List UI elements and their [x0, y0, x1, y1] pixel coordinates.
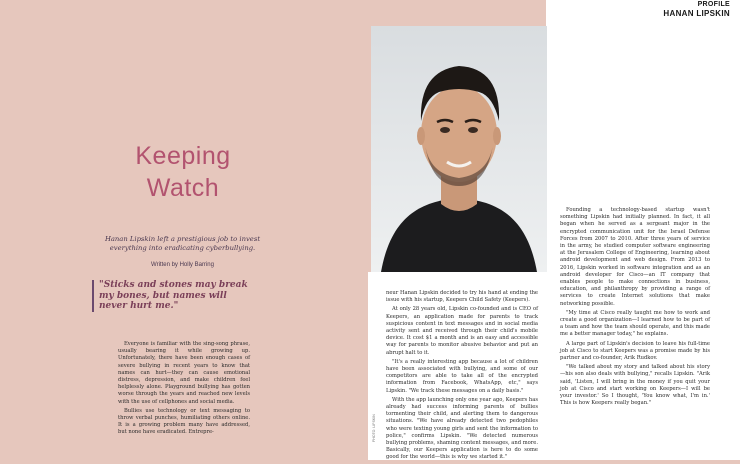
- text-column-1: [118, 341, 250, 439]
- paragraph: With the app launching only one year ago, Keepers has already had success informing parents of bullies tormenting their child, and alerting them to dangerous situations. "We have already detected two pedophiles who were texting young girls and sent the information to police," confirms Lipskin. "We detected numerous bullying problems, shaming content messages, and more. Basically, our Keepers application is here to do some good for the world—this is why we started it.": [386, 396, 538, 461]
- text-column-2: [386, 290, 538, 464]
- paragraph: neur Hanan Lipskin decided to try his hand at ending the issue with his startup, Keepers Child Safety (Keepers).: [386, 290, 538, 304]
- paragraph: "We talked about my story and talked about his story—his son also deals with bullying," recalls Lipskin. "Arik said, 'Listen, I will bring in the money if you quit your job at Cisco and start working on Keepers—I will be your investor.' So I thought, 'You know what, I'm in.' This is how Keepers really began.": [560, 364, 710, 407]
- article-title: [118, 140, 248, 204]
- byline: Written by Holly Barring: [151, 262, 214, 268]
- paragraph: Bullies use technology or text messaging to throw verbal punches, humiliating others online. It is a growing problem many have addressed, but none have eradicated. Entrepre-: [118, 407, 250, 436]
- paragraph: Everyone is familiar with the sing-song phrase, usually bearing it while growing up. Unfortunately, there have been enough cases of severe bullying in recent years to know that names can hurt—they can cause emotional distress, depression, and make children feel helplessly alone. Playground bullying has gotten worse through the years and reached new levels with the use of cellphones and social media.: [118, 341, 250, 405]
- portrait-photo: [371, 26, 547, 272]
- profile-name: HANAN LIPSKIN: [663, 9, 730, 18]
- title-line-1: Keeping: [135, 142, 231, 170]
- paragraph: A large part of Lipskin's decision to leave his full-time job at Cisco to start Keepers was a promise made by his partner and co-founder, Arik Rudkov.: [560, 340, 710, 362]
- paragraph: "My time at Cisco really taught me how to work and create a good organization—I learned how to be part of a team and how the team should operate, and this made me a better manager today," he explains.: [560, 309, 710, 338]
- pull-quote: "Sticks and stones may break my bones, but names will never hurt me.": [92, 280, 249, 312]
- section-label: PROFILE: [697, 1, 730, 8]
- section-header: [663, 0, 730, 18]
- paragraph: "It's a really interesting app because a lot of children have been associated with bullying, and some of our competitors are able to take all of the encrypted information from Facebook, WhatsApp, etc," says Lipskin. "We track these messages on a daily basis.": [386, 358, 538, 394]
- photo-credit: PHOTO: LIPSKIN: [372, 414, 376, 442]
- paragraph: At only 28 years old, Lipskin co-founded and is CEO of Keepers, an application made for parents to track suspicious content in text messages and in social media activity sent and received through their child's mobile device. It cost $1 a month and is an easy and accessible way for parents to monitor abusive behavior and put an abrupt halt to it.: [386, 306, 538, 356]
- title-line-2: Watch: [146, 174, 220, 202]
- portrait-illustration: [371, 26, 547, 272]
- paragraph: Founding a technology-based startup wasn't something Lipskin had initially planned. In fact, it all began when he served as a sergeant major in the encrypted communication unit for the Israel Defense Forces from 2007 to 2010. After three years of service in the army, he studied computer software engineering at the Jerusalem College of Engineering, learning about android development and web design. From 2013 to 2016, Lipskin worked in software integration and as an android developer for Cisco—an IT company that enables people to make connections in business, education, and philanthropy by providing a range of services to create Internet solutions that make networking possible.: [560, 207, 710, 307]
- article-dek: Hanan Lipskin left a prestigious job to invest everything into eradicating cyberbullying.: [104, 235, 261, 252]
- text-column-3: [560, 207, 710, 409]
